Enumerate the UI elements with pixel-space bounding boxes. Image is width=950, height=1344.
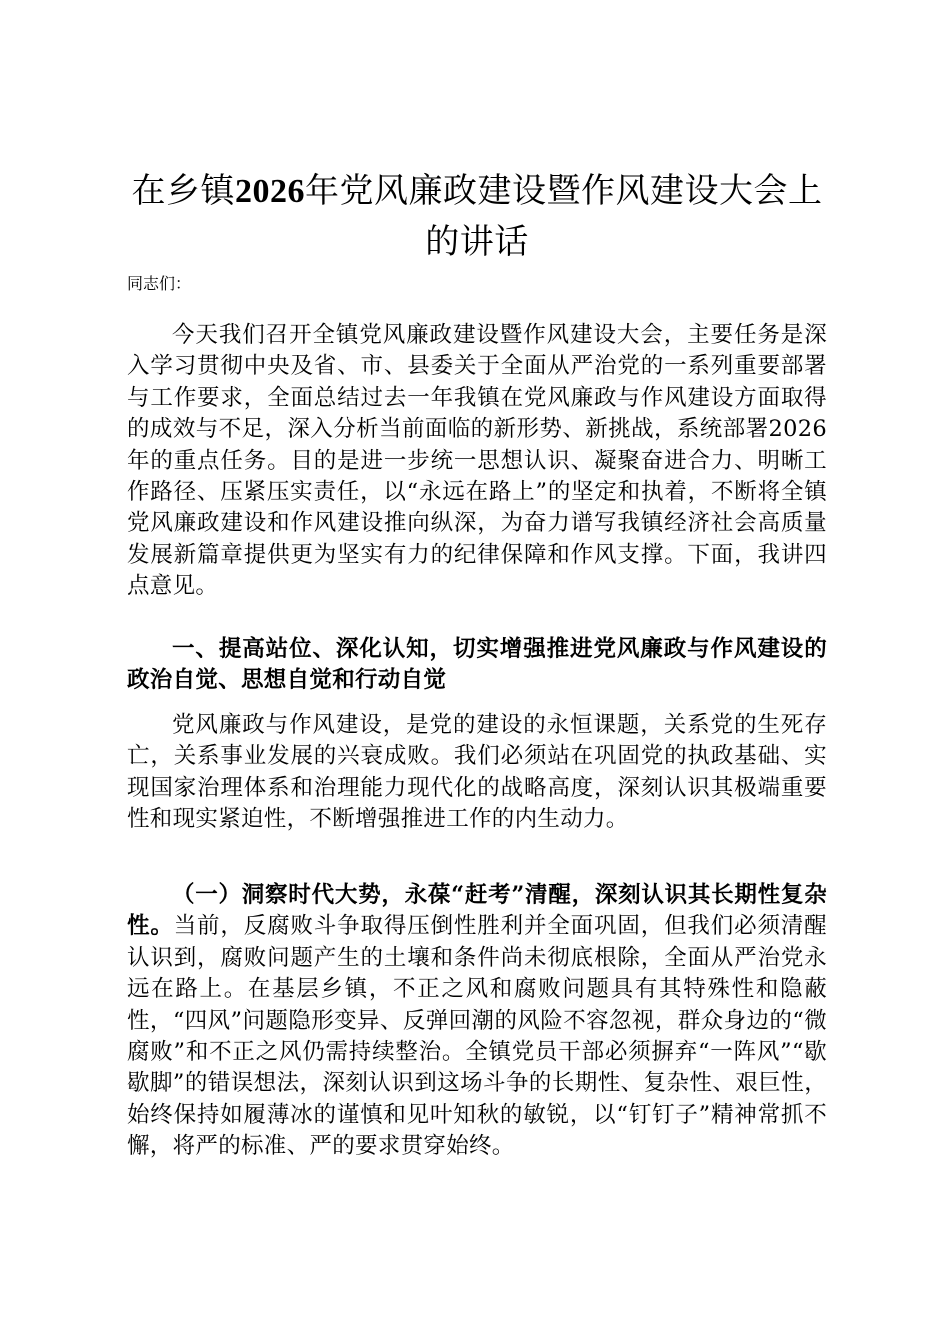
greeting: 同志们：	[127, 274, 192, 293]
document-title	[127, 166, 827, 267]
paragraph-intro: 今天我们召开全镇党风廉政建设暨作风建设大会，主要任务是深入学习贯彻中央及省、市、县委关于全面从严治党的一系列重要部署与工作要求，全面总结过去一年我镇在党风廉政与作风建设方面取得的成效与不足，深入分析当前面临的新形势、新挑战，系统部署2026年的重点任务。目的是进一步统一思想认识、凝聚奋进合力、明晰工作路径、压紧压实责任，以“永远在路上”的坚定和执着，不断将全镇党风廉政建设和作风建设推向纵深，为奋力谱写我镇经济社会高质量发展新篇章提供更为坚实有力的纪律保障和作风支撑。下面，我讲四点意见。	[127, 322, 827, 600]
section-heading-1: 一、提高站位、深化认知，切实增强推进党风廉政与作风建设的政治自觉、思想自觉和行动自觉	[127, 636, 827, 694]
subsection-lead: （一）洞察时代大势，永葆“赶考”清醒，深刻认识其长期性复杂性。	[127, 882, 827, 940]
subsection-body: 当前，反腐败斗争取得压倒性胜利并全面巩固，但我们必须清醒认识到，腐败问题产生的土壤和条件尚未彻底根除，全面从严治党永远在路上。在基层乡镇，不正之风和腐败问题具有其特殊性和隐蔽性，“四风”问题隐形变异、反弹回潮的风险不容忽视，群众身边的“微腐败”和不正之风仍需持续整治。全镇党员干部必须摒弃“一阵风”“歇歇脚”的错误想法，深刻认识到这场斗争的长期性、复杂性、艰巨性，始终保持如履薄冰的谨慎和见叶知秋的敏锐，以“钉钉子”精神常抓不懈，将严的标准、严的要求贯穿始终。	[127, 913, 827, 1160]
title-prefix: 在乡镇	[131, 171, 235, 211]
title-year: 2026	[235, 173, 305, 210]
title-suffix: 年党风廉政建设暨作风建设大会上的讲话	[305, 171, 823, 262]
paragraph-section-1: 党风廉政与作风建设，是党的建设的永恒课题，关系党的生死存亡，关系事业发展的兴衰成败。我们必须站在巩固党的执政基础、实现国家治理体系和治理能力现代化的战略高度，深刻认识其极端重要性和现实紧迫性，不断增强推进工作的内生动力。	[127, 712, 827, 833]
paragraph-subsection-1	[127, 880, 827, 1163]
